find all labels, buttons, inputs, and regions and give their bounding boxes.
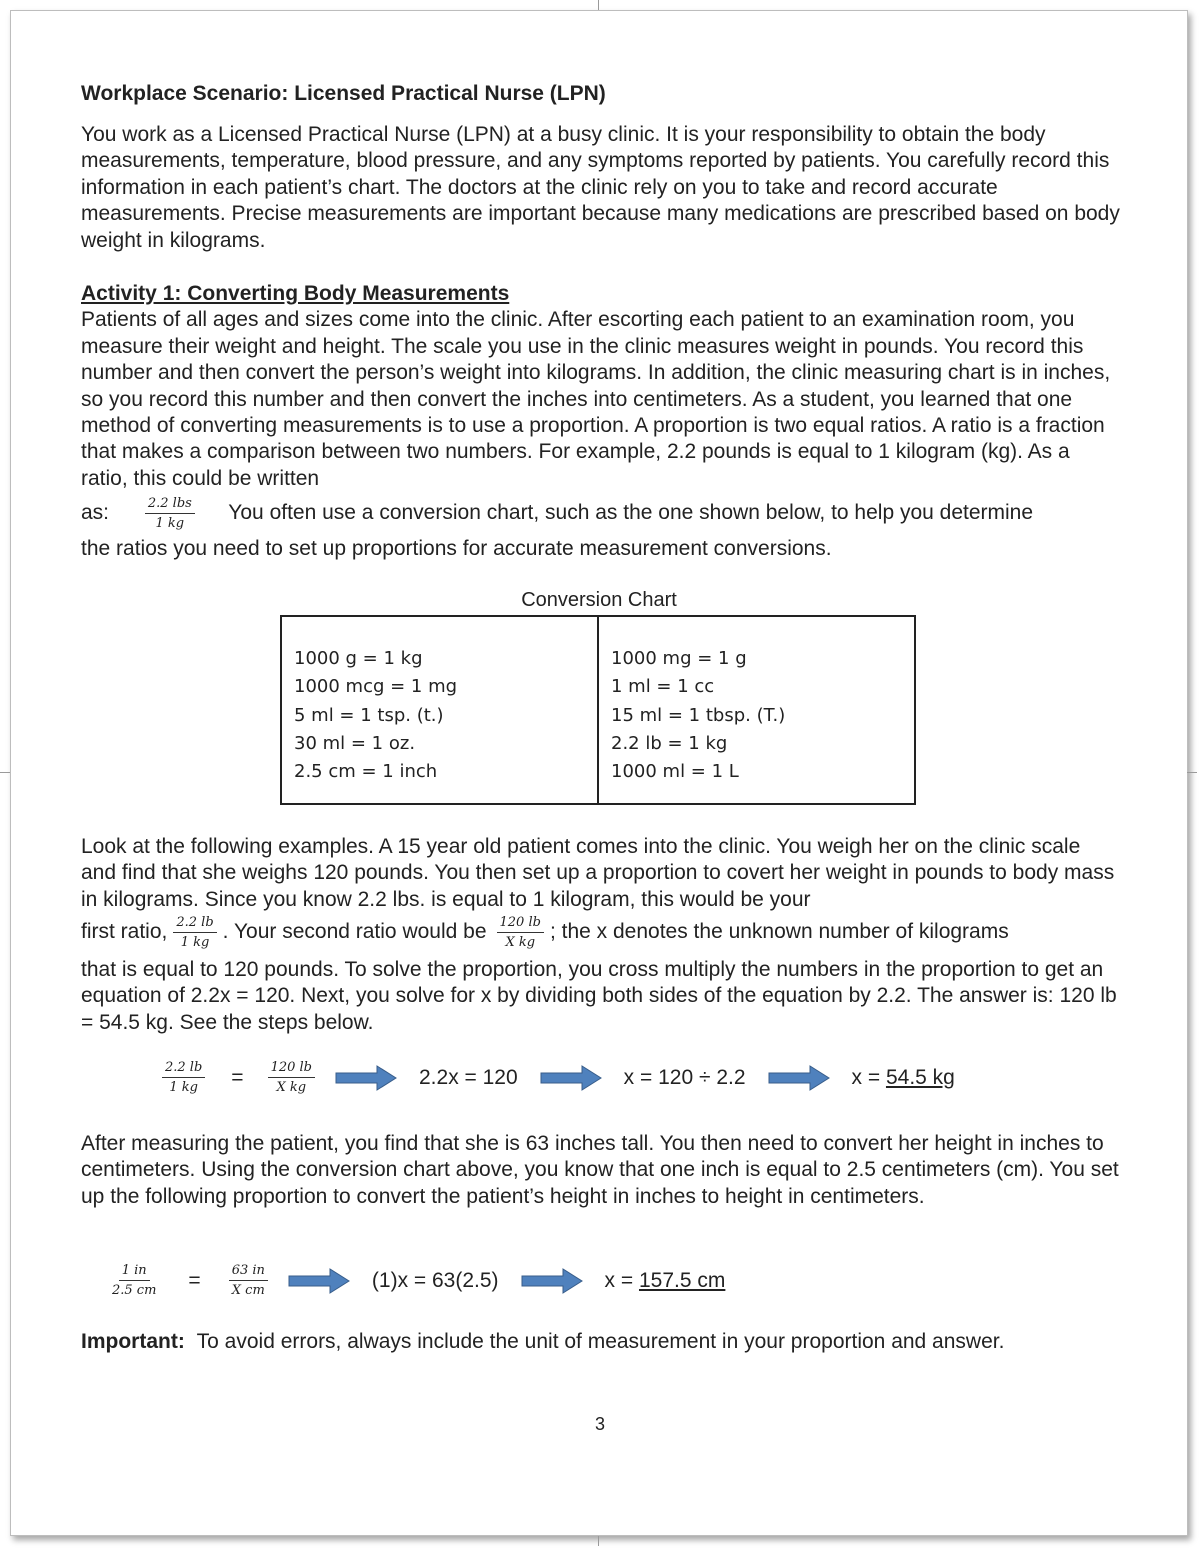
height-paragraph: After measuring the patient, you find that she is 63 inches tall. You then need to convert her height in inches to centimeters. Using the conversion chart above, you know that one inch is equal to 2.5 centimeters (cm). You set up the following proportion to convert the patient’s height in inches to height in centimeters.	[81, 1132, 1119, 1208]
second-ratio-numerator: 120 lb	[497, 915, 544, 933]
weight-fraction-1-numerator: 2.2 lb	[162, 1060, 205, 1078]
activity-body-2: You often use a conversion chart, such as the one shown below, to help you determine	[228, 501, 1034, 524]
crop-mark-left	[0, 772, 10, 773]
conversion-row: 1000 g = 1 kg	[294, 648, 423, 669]
activity-body-3: the ratios you need to set up proportions for accurate measurement conversions.	[81, 537, 832, 560]
weight-fraction-1	[162, 1060, 205, 1095]
first-ratio-denominator: 1 kg	[180, 934, 210, 950]
important-label: Important:	[81, 1330, 185, 1353]
height-fraction-1-numerator: 1 in	[119, 1263, 150, 1281]
right-arrow-icon	[540, 1065, 602, 1091]
height-fraction-2	[229, 1263, 268, 1298]
right-arrow-icon	[335, 1065, 397, 1091]
conversion-row: 2.5 cm = 1 inch	[294, 761, 438, 783]
height-fraction-2-denominator: X cm	[231, 1283, 265, 1298]
first-ratio-numerator: 2.2 lb	[173, 915, 216, 933]
second-ratio-fraction	[497, 915, 544, 950]
conversion-row: 1 ml = 1 cc	[611, 676, 715, 698]
first-ratio-label: first ratio,	[81, 920, 168, 943]
important-note	[81, 1330, 1004, 1354]
activity-heading: Activity 1: Converting Body Measurements	[81, 282, 510, 305]
conversion-row: 1000 ml = 1 L	[611, 761, 739, 783]
equals-sign: =	[231, 1065, 244, 1089]
weight-step-1: 2.2x = 120	[419, 1065, 518, 1089]
height-answer-prefix: x =	[604, 1268, 639, 1292]
conversion-column-right	[597, 617, 914, 803]
example-paragraph-2: that is equal to 120 pounds. To solve the proportion, you cross multiply the numbers in the proportion to get an equation of 2.2x = 120. Next, you solve for x by dividing both sides of the equation by 2.2. The answer is: 120 lb = 54.5 kg. See the steps below.	[81, 958, 1117, 1034]
second-ratio-label: . Your second ratio would be	[222, 920, 487, 943]
page-title: Workplace Scenario: Licensed Practical Nurse (LPN)	[81, 82, 606, 105]
height-fraction-1-denominator: 2.5 cm	[112, 1283, 157, 1298]
conversion-row: 30 ml = 1 oz.	[294, 732, 416, 754]
crop-mark-bottom	[598, 1536, 599, 1546]
weight-steps	[162, 1060, 955, 1095]
example-ratio-line	[81, 912, 1121, 952]
conversion-row: 1000 mcg = 1 mg	[294, 676, 458, 698]
activity-body-1: Patients of all ages and sizes come into the clinic. After escorting each patient to an examination room, you measure their weight and height. The scale you use in the clinic measures weight in pounds. You record this number and then convert the person’s weight into kilograms. In addition, the clinic measuring chart is in inches, so you record this number and then convert the inches into centimeters. As a student, you learned that one method of converting measurements is to use a proportion. A proportion is two equal ratios. A ratio is a fraction that makes a comparison between two numbers. For example, 2.2 pounds is equal to 1 kilogram (kg). As a ratio, this could be written	[81, 308, 1111, 490]
equals-sign: =	[188, 1268, 201, 1292]
ratio-fraction	[145, 496, 195, 531]
conversion-column-left	[282, 617, 597, 803]
second-ratio-denominator: X kg	[505, 934, 536, 950]
conversion-row: 5 ml = 1 tsp. (t.)	[294, 704, 444, 726]
height-step-2	[605, 1269, 726, 1293]
conversion-chart-caption: Conversion Chart	[521, 589, 677, 611]
example-paragraph-1: Look at the following examples. A 15 year old patient comes into the clinic. You weigh her on the clinic scale and find that she weighs 120 pounds. You then set up a proportion to covert her weight in pounds to body mass in kilograms. Since you know 2.2 lbs. is equal to 1 kilogram, this would be your	[81, 835, 1115, 911]
ratio-denominator: 1 kg	[155, 515, 185, 531]
crop-mark-top	[598, 0, 599, 10]
right-arrow-icon	[288, 1268, 350, 1294]
crop-mark-right	[1187, 772, 1197, 773]
conversion-row: 2.2 lb = 1 kg	[611, 732, 728, 754]
important-text: To avoid errors, always include the unit of measurement in your proportion and answer.	[196, 1330, 1005, 1353]
height-fraction-2-numerator: 63 in	[229, 1263, 268, 1281]
weight-answer: 54.5 kg	[885, 1065, 955, 1089]
page-number: 3	[594, 1414, 605, 1434]
weight-fraction-2-denominator: X kg	[276, 1080, 307, 1095]
ratio-numerator: 2.2 lbs	[145, 496, 195, 514]
weight-fraction-2-numerator: 120 lb	[268, 1060, 315, 1078]
after-second-ratio: ; the x denotes the unknown number of kilograms	[549, 920, 1009, 943]
conversion-row: 1000 mg = 1 g	[611, 648, 747, 669]
height-step-1: (1)x = 63(2.5)	[371, 1268, 499, 1292]
weight-answer-prefix: x =	[851, 1065, 886, 1089]
weight-step-2: x = 120 ÷ 2.2	[623, 1065, 746, 1089]
activity-section	[81, 281, 1121, 492]
right-arrow-icon	[521, 1268, 583, 1294]
activity-ratio-line	[81, 495, 1121, 531]
conversion-row: 15 ml = 1 tbsp. (T.)	[611, 704, 786, 726]
first-ratio-fraction	[173, 915, 216, 950]
height-fraction-1	[112, 1263, 156, 1298]
height-answer: 157.5 cm	[638, 1268, 726, 1292]
height-steps	[112, 1263, 725, 1298]
as-label: as:	[81, 501, 110, 524]
weight-step-3	[852, 1066, 955, 1090]
weight-fraction-1-denominator: 1 kg	[169, 1080, 198, 1095]
weight-fraction-2	[268, 1060, 315, 1095]
right-arrow-icon	[768, 1065, 830, 1091]
conversion-chart-table	[280, 615, 916, 805]
intro-paragraph: You work as a Licensed Practical Nurse (LPN) at a busy clinic. It is your responsibility to obtain the body measurements, temperature, blood pressure, and any symptoms reported by patients. You carefully record this information in each patient’s chart. The doctors at the clinic rely on you to take and record accurate measurements. Precise measurements are important because many medications are prescribed based on body weight in kilograms.	[81, 123, 1120, 252]
